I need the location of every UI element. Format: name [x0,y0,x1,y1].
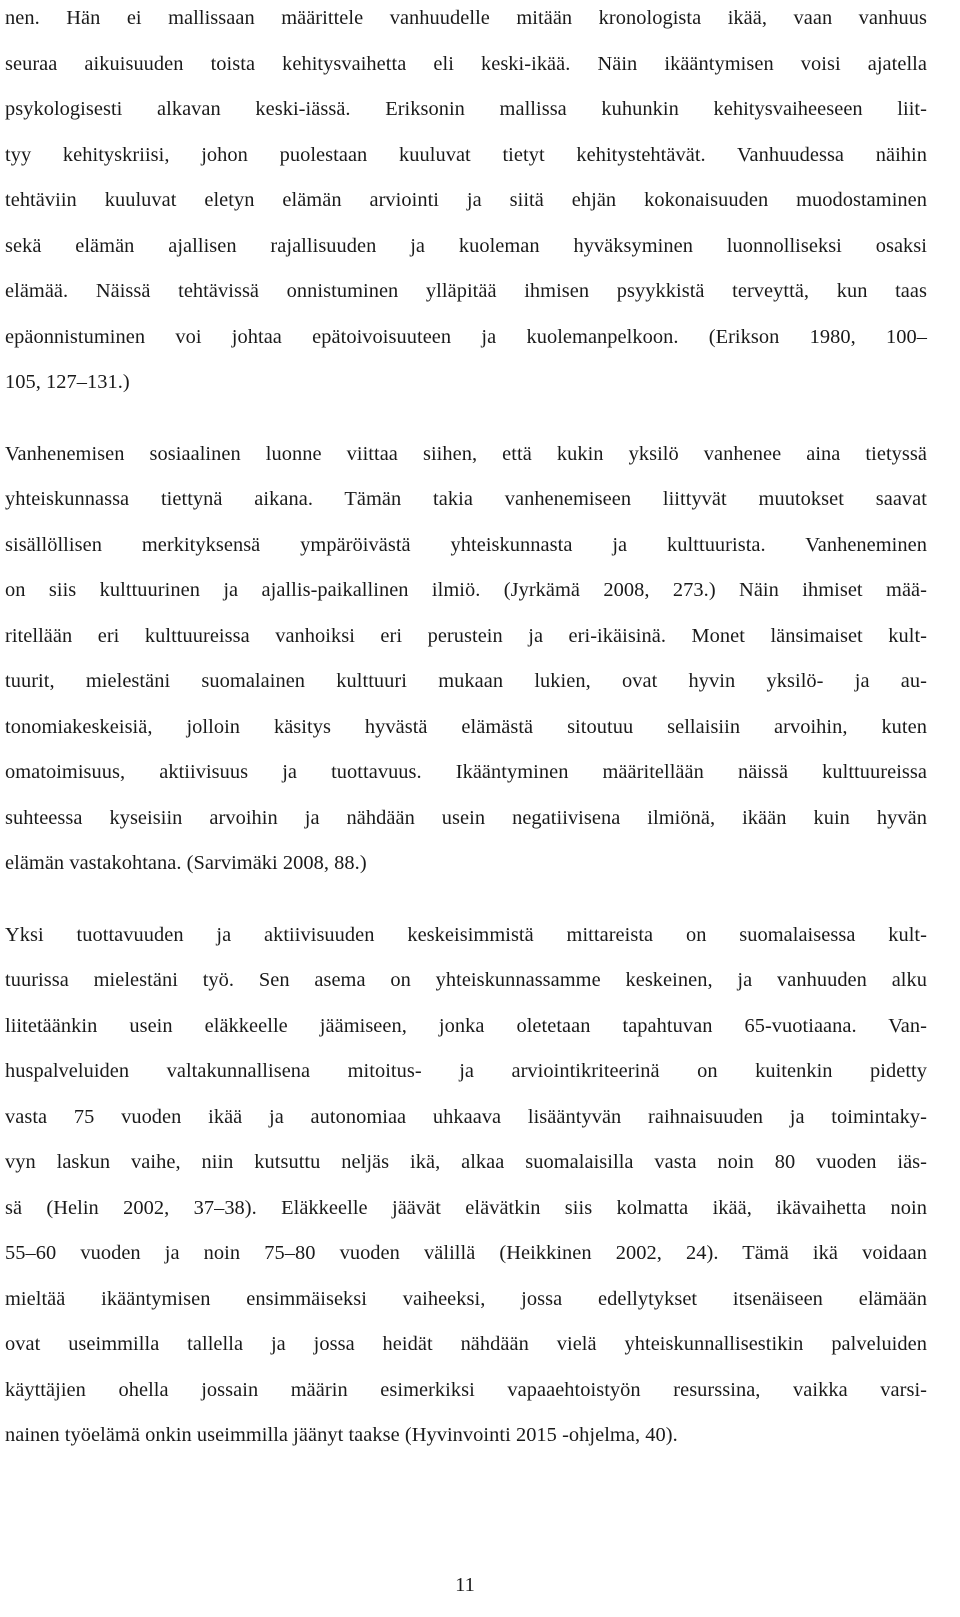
paragraph-spacing [5,887,927,913]
text-line: tyy kehityskriisi, johon puolestaan kuuluvat tietyt kehitystehtävät. Vanhuudessa näihin [5,143,927,166]
paragraph-erikson [5,0,927,406]
text-line: tehtäviin kuuluvat eletyn elämän arviointi ja siitä ehjän kokonaisuuden muodostaminen [5,189,927,211]
paragraph-work-and-age [5,913,927,1459]
paragraph-social-aging [5,432,927,887]
text-line: ovat useimmilla tallella ja jossa heidät nähdään vielä yhteiskunnallisestikin palveluiden [5,1333,927,1355]
text-line: 55–60 vuoden ja noin 75–80 vuoden välillä (Heikkinen 2002, 24). Tämä ikä voidaan [5,1242,927,1264]
text-line-last: nainen työelämä onkin useimmilla jäänyt taakse (Hyvinvointi 2015 -ohjelma, 40). [5,1424,678,1446]
text-line: tuurissa mielestäni työ. Sen asema on yhteiskunnassamme keskeinen, ja vanhuuden alku [5,969,927,991]
page-number: 11 [455,1574,475,1596]
text-line: elämää. Näissä tehtävissä onnistuminen ylläpitää ihmisen psyykkistä terveyttä, kun taas [5,280,927,302]
text-line: vyn laskun vaihe, niin kutsuttu neljäs ikä, alkaa suomalaisilla vasta noin 80 vuoden iäs- [5,1151,927,1173]
text-line: epäonnistuminen voi johtaa epätoivoisuuteen ja kuolemanpelkoon. (Erikson 1980, 100– [5,325,927,348]
text-line: seuraa aikuisuuden toista kehitysvaihetta eli keski-ikää. Näin ikääntymisen voisi ajatella [5,52,927,75]
text-line: liitetäänkin usein eläkkeelle jäämiseen, jonka oletetaan tapahtuvan 65-vuotiaana. Van- [5,1014,927,1037]
text-line: mieltää ikääntymisen ensimmäiseksi vaiheeksi, jossa edellytykset itsenäiseen elämään [5,1287,927,1310]
text-line: psykologisesti alkavan keski-iässä. Eriksonin mallissa kuhunkin kehitysvaiheeseen liit- [5,98,927,120]
document-body [5,0,927,1459]
text-line: on siis kulttuurinen ja ajallis-paikallinen ilmiö. (Jyrkämä 2008, 273.) Näin ihmiset mää- [5,579,927,601]
paragraph-spacing [5,406,927,432]
text-line: vasta 75 vuoden ikää ja autonomiaa uhkaava lisääntyvän raihnaisuuden ja toimintaky- [5,1105,927,1128]
text-line: ritellään eri kulttuureissa vanhoiksi eri perustein ja eri-ikäisinä. Monet länsimaiset kult- [5,624,927,647]
text-line: omatoimisuus, aktiivisuus ja tuottavuus. Ikääntyminen määritellään näissä kulttuureissa [5,761,927,783]
text-line: tonomiakeskeisiä, jolloin käsitys hyvästä elämästä sitoutuu sellaisiin arvoihin, kuten [5,715,927,738]
text-line: sekä elämän ajallisen rajallisuuden ja kuoleman hyväksyminen luonnolliseksi osaksi [5,234,927,257]
text-line: Yksi tuottavuuden ja aktiivisuuden keskeisimmistä mittareista on suomalaisessa kult- [5,923,927,946]
text-line: tuurit, mielestäni suomalainen kulttuuri mukaan lukien, ovat hyvin yksilö- ja au- [5,670,927,692]
text-line: Vanhenemisen sosiaalinen luonne viittaa siihen, että kukin yksilö vanhenee aina tietyssä [5,442,927,465]
text-line: suhteessa kyseisiin arvoihin ja nähdään usein negatiivisena ilmiönä, ikään kuin hyvän [5,806,927,829]
text-line-last: 105, 127–131.) [5,371,130,393]
text-line: yhteiskunnassa tiettynä aikana. Tämän takia vanhenemiseen liittyvät muutokset saavat [5,488,927,510]
text-line: käyttäjien ohella jossain määrin esimerkiksi vapaaehtoistyön resurssina, vaikka varsi- [5,1378,927,1401]
text-line: huspalveluiden valtakunnallisena mitoitus- ja arviointikriteerinä on kuitenkin pidetty [5,1060,927,1082]
text-line: nen. Hän ei mallissaan määrittele vanhuudelle mitään kronologista ikää, vaan vanhuus [5,7,927,29]
text-line-last: elämän vastakohtana. (Sarvimäki 2008, 88.) [5,852,367,874]
text-line: sisällöllisen merkityksensä ympäröivästä yhteiskunnasta ja kulttuurista. Vanheneminen [5,533,927,556]
text-line: sä (Helin 2002, 37–38). Eläkkeelle jäävät elävätkin siis kolmatta ikää, ikävaihetta noin [5,1196,927,1219]
